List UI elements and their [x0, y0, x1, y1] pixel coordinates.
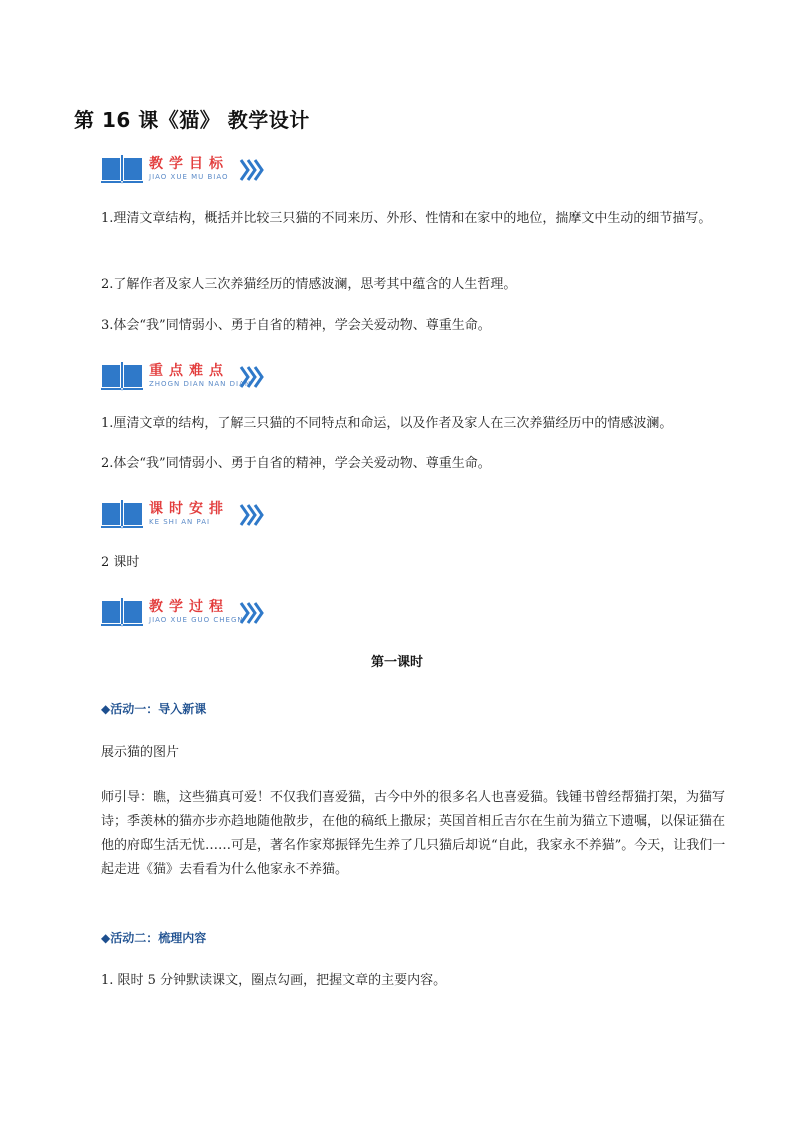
section-pinyin: JIAO XUE MU BIAO — [149, 173, 229, 181]
document-title: 第 16 课《猫》 教学设计 — [74, 108, 310, 132]
chevron-right-icon — [239, 600, 265, 626]
objective-item: 2.了解作者及家人三次养猫经历的情感波澜，思考其中蕴含的人生哲理。 — [101, 277, 517, 292]
activity-intro-text: 师引导：瞧，这些猫真可爱！不仅我们喜爱猫，古今中外的很多名人也喜爱猫。钱锺书曾经帮猫打架，为猫写诗；季羡林的猫亦步亦趋地随他散步，在他的稿纸上撒尿；英国首相丘吉尔在生前为猫立下遗嘱，以保证猫在他的府邸生活无忧……可是，著名作家郑振铎先生养了几只猫后却说“自此，我家永不养猫”。今天，让我们一起走进《猫》去看看为什么他家永不养猫。 — [101, 790, 726, 877]
key-point-item: 2.体会“我”同情弱小、勇于自省的精神，学会关爱动物、尊重生命。 — [101, 456, 491, 471]
activity-heading: ◆活动一：导入新课 — [101, 702, 207, 716]
section-pinyin: JIAO XUE GUO CHEGN — [149, 616, 244, 624]
section-pinyin: ZHOGN DIAN NAN DIAN — [149, 380, 252, 388]
book-icon — [101, 155, 143, 185]
section-pinyin: KE SHI AN PAI — [149, 518, 211, 526]
section-title: 重点难点 — [149, 363, 229, 379]
section-title: 教学过程 — [149, 599, 229, 615]
chevron-right-icon — [239, 502, 265, 528]
chevron-right-icon — [239, 157, 265, 183]
book-icon — [101, 500, 143, 530]
section-banner-schedule — [101, 498, 281, 532]
section-banner-key-points — [101, 360, 281, 394]
section-title: 课时安排 — [149, 501, 229, 517]
activity-text: 展示猫的图片 — [101, 745, 180, 760]
section-banner-process — [101, 596, 281, 630]
section-title: 教学目标 — [149, 156, 229, 172]
chevron-right-icon — [239, 364, 265, 390]
activity-task: 1. 限时 5 分钟默读课文，圈点勾画，把握文章的主要内容。 — [101, 973, 447, 988]
schedule-text: 2 课时 — [101, 555, 140, 570]
key-point-item: 1.厘清文章的结构，了解三只猫的不同特点和命运，以及作者及家人在三次养猫经历中的情感波澜。 — [101, 416, 673, 431]
section-banner-objectives — [101, 153, 281, 187]
objective-item: 3.体会“我”同情弱小、勇于自省的精神，学会关爱动物、尊重生命。 — [101, 318, 491, 333]
activity-heading: ◆活动二：梳理内容 — [101, 931, 207, 945]
objective-item: 1.理清文章结构，概括并比较三只猫的不同来历、外形、性情和在家中的地位，揣摩文中生动的细节描写。 — [101, 211, 712, 226]
book-icon — [101, 362, 143, 392]
book-icon — [101, 598, 143, 628]
lesson-heading: 第一课时 — [370, 655, 423, 670]
